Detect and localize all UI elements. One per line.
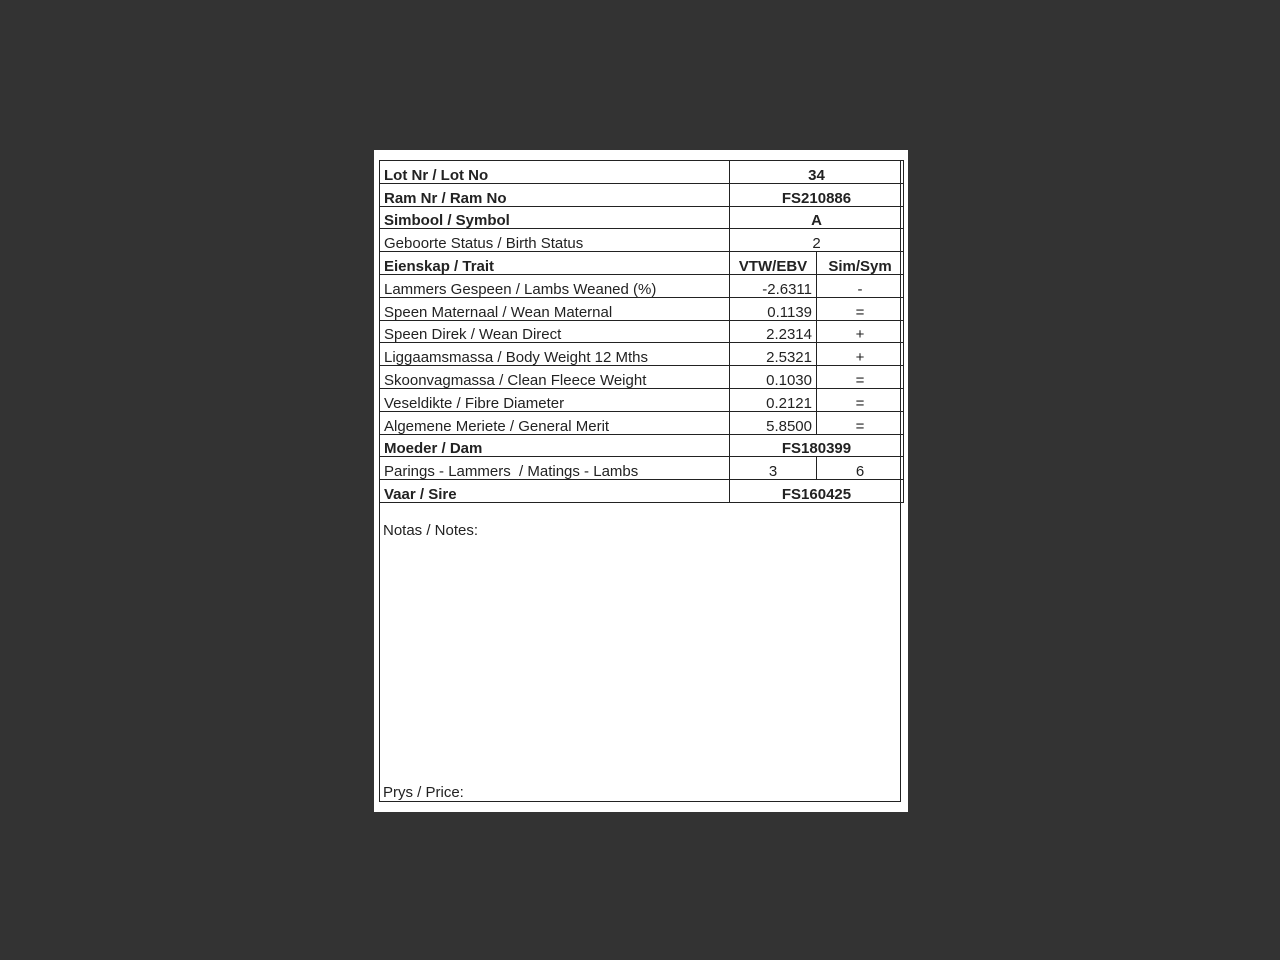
trait-label: Speen Maternaal / Wean Maternal (380, 297, 730, 320)
table-row (380, 388, 904, 411)
trait-ebv: -2.6311 (730, 274, 817, 297)
symbol-value: A (730, 206, 904, 229)
trait-ebv: 2.2314 (730, 320, 817, 343)
trait-label: Lammers Gespeen / Lambs Weaned (%) (380, 274, 730, 297)
birth-status-value: 2 (730, 229, 904, 252)
trait-sym: = (817, 297, 904, 320)
trait-label: Veseldikte / Fibre Diameter (380, 388, 730, 411)
table-row (380, 274, 904, 297)
trait-label: Algemene Meriete / General Merit (380, 411, 730, 434)
lot-label: Lot Nr / Lot No (380, 161, 730, 184)
notes-label: Notas / Notes: (383, 522, 479, 539)
trait-label: Speen Direk / Wean Direct (380, 320, 730, 343)
trait-header-label: Eienskap / Trait (380, 252, 730, 275)
ram-value: FS210886 (730, 183, 904, 206)
trait-sym: = (817, 411, 904, 434)
trait-ebv: 0.1030 (730, 366, 817, 389)
ram-row (380, 183, 904, 206)
table-row (380, 366, 904, 389)
matings-label: Parings - Lammers / Matings - Lambs (380, 457, 730, 480)
trait-ebv: 2.5321 (730, 343, 817, 366)
trait-sym: + (817, 343, 904, 366)
lambs-value: 6 (817, 457, 904, 480)
lot-sheet (374, 150, 908, 812)
ram-label: Ram Nr / Ram No (380, 183, 730, 206)
symbol-label: Simbool / Symbol (380, 206, 730, 229)
trait-ebv: 5.8500 (730, 411, 817, 434)
birth-status-row (380, 229, 904, 252)
trait-sym: = (817, 366, 904, 389)
trait-sym: + (817, 320, 904, 343)
sire-row (380, 480, 904, 503)
sire-value: FS160425 (730, 480, 904, 503)
trait-ebv: 0.1139 (730, 297, 817, 320)
dam-label: Moeder / Dam (380, 434, 730, 457)
trait-header-row (380, 252, 904, 275)
sire-label: Vaar / Sire (380, 480, 730, 503)
lot-row (380, 161, 904, 184)
dam-value: FS180399 (730, 434, 904, 457)
table-row (380, 343, 904, 366)
matings-row (380, 457, 904, 480)
trait-sym: = (817, 388, 904, 411)
price-label: Prys / Price: (383, 784, 464, 801)
symbol-row (380, 206, 904, 229)
ebv-header: VTW/EBV (730, 252, 817, 275)
trait-sym: - (817, 274, 904, 297)
table-row (380, 320, 904, 343)
lot-value: 34 (730, 161, 904, 184)
sym-header: Sim/Sym (817, 252, 904, 275)
trait-label: Skoonvagmassa / Clean Fleece Weight (380, 366, 730, 389)
trait-label: Liggaamsmassa / Body Weight 12 Mths (380, 343, 730, 366)
ram-info-table (379, 160, 904, 503)
birth-status-label: Geboorte Status / Birth Status (380, 229, 730, 252)
dam-row (380, 434, 904, 457)
table-row (380, 411, 904, 434)
matings-value: 3 (730, 457, 817, 480)
trait-ebv: 0.2121 (730, 388, 817, 411)
table-row (380, 297, 904, 320)
